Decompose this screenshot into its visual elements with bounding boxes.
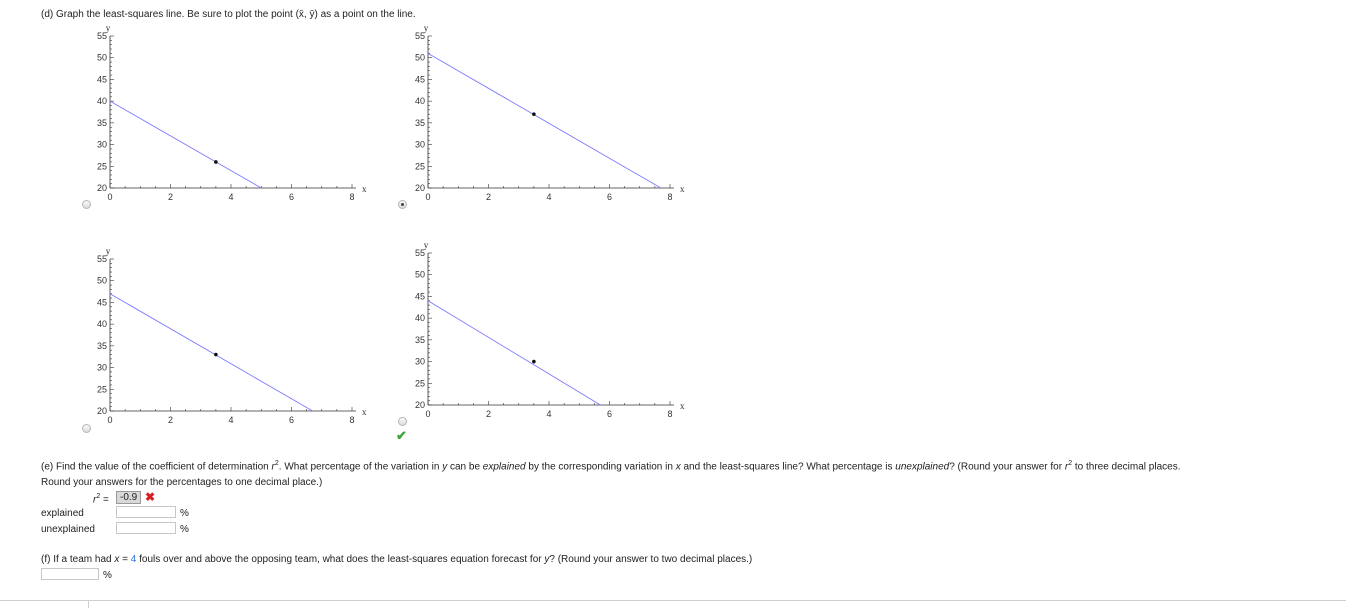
y-tick-label: 25 [96, 161, 107, 172]
y-tick-label: 35 [96, 117, 107, 128]
explained-label: explained [41, 508, 84, 519]
y-tick-label: 45 [96, 297, 107, 308]
part-f-prompt: (f) If a team had x = 4 fouls over and above the opposing team, what does the least-squares equation forecast for y? (Round your answer to two decimal places.) [41, 554, 753, 565]
least-squares-line [110, 101, 261, 188]
y-tick-label: 45 [414, 291, 425, 302]
y-tick-label: 35 [96, 340, 107, 351]
y-tick-label: 55 [414, 31, 425, 41]
x-tick-label: 8 [667, 409, 673, 419]
chart-option-2 [378, 20, 708, 210]
x-axis-label: x [362, 184, 367, 194]
y-tick-label: 55 [414, 248, 425, 258]
y-tick-label: 45 [414, 74, 425, 85]
unexplained-percent: % [180, 524, 189, 535]
y-tick-label: 30 [414, 139, 425, 150]
x-tick-label: 6 [606, 409, 613, 419]
r2-answer-field[interactable]: -0.9 [116, 491, 141, 504]
part-e-prompt-line2: Round your answers for the percentages to one decimal place.) [41, 477, 323, 488]
y-tick-label: 40 [96, 319, 107, 330]
footer-divider [0, 600, 1346, 601]
mean-point [214, 160, 218, 164]
x-axis-label: x [680, 401, 685, 411]
y-tick-label: 25 [96, 384, 107, 395]
least-squares-line [110, 294, 313, 411]
x-tick-label: 4 [546, 192, 552, 202]
y-tick-label: 20 [96, 406, 107, 416]
y-tick-label: 50 [414, 269, 425, 280]
chart-option-3 [60, 243, 390, 433]
chart-option-1 [60, 20, 390, 210]
y-tick-label: 20 [96, 183, 107, 193]
y-tick-label: 40 [414, 96, 425, 107]
x-tick-label: 8 [349, 415, 355, 425]
y-tick-label: 35 [414, 334, 425, 345]
mean-point [532, 112, 536, 116]
x-axis-label: x [680, 184, 685, 194]
y-tick-label: 35 [414, 117, 425, 128]
x-tick-label: 4 [228, 415, 234, 425]
y-tick-label: 30 [414, 356, 425, 367]
x-tick-label: 0 [425, 409, 431, 419]
y-axis-label: y [423, 23, 429, 33]
part-d-prompt: (d) Graph the least-squares line. Be sure to plot the point (x̄, ȳ) as a point on the line. [41, 9, 416, 20]
x-tick-label: 2 [485, 409, 492, 419]
explained-percent: % [180, 508, 189, 519]
y-tick-label: 30 [96, 362, 107, 373]
y-axis-label: y [105, 23, 111, 33]
radio-option-1[interactable] [82, 200, 91, 209]
x-tick-label: 2 [485, 192, 492, 202]
x-tick-label: 0 [425, 192, 431, 202]
x-tick-label: 2 [167, 415, 174, 425]
least-squares-line [428, 53, 661, 188]
x-tick-label: 4 [546, 409, 552, 419]
chart-option-4 [378, 237, 708, 427]
explained-input[interactable] [116, 506, 176, 518]
y-tick-label: 55 [96, 31, 107, 41]
x-tick-label: 6 [288, 415, 295, 425]
correct-check-icon: ✔ [396, 428, 407, 443]
y-tick-label: 40 [414, 313, 425, 324]
y-axis-label: y [423, 240, 429, 250]
x-tick-label: 6 [606, 192, 613, 202]
x-tick-label: 4 [228, 192, 234, 202]
x-tick-label: 0 [107, 192, 113, 202]
y-tick-label: 30 [96, 139, 107, 150]
y-tick-label: 25 [414, 161, 425, 172]
least-squares-line [428, 301, 600, 405]
y-tick-label: 25 [414, 378, 425, 389]
unexplained-label: unexplained [41, 524, 95, 535]
forecast-percent: % [103, 570, 112, 581]
y-tick-label: 50 [96, 275, 107, 286]
x-tick-label: 8 [667, 192, 673, 202]
y-tick-label: 45 [96, 74, 107, 85]
unexplained-input[interactable] [116, 522, 176, 534]
x-tick-label: 8 [349, 192, 355, 202]
x-tick-label: 2 [167, 192, 174, 202]
x-axis-label: x [362, 407, 367, 417]
radio-option-2[interactable] [398, 200, 407, 209]
mean-point [532, 360, 536, 364]
y-tick-label: 20 [414, 183, 425, 193]
x-tick-label: 0 [107, 415, 113, 425]
y-tick-label: 50 [96, 52, 107, 63]
y-tick-label: 55 [96, 254, 107, 264]
mean-point [214, 353, 218, 357]
r2-label: $r^2$ = [93, 493, 109, 506]
y-tick-label: 40 [96, 96, 107, 107]
footer-divider-tick [88, 600, 89, 608]
part-e-prompt-line1: (e) Find the value of the coefficient of determination $r^2$. What percentage of the variation in y can be explained by the corresponding variation in x and the least-squares line? What percentage is unexplained? (Round your answer for $r^2$ to three decimal places. [41, 460, 1181, 473]
radio-option-3[interactable] [82, 424, 91, 433]
y-tick-label: 20 [414, 400, 425, 410]
wrong-x-icon: ✖ [145, 490, 156, 504]
y-tick-label: 50 [414, 52, 425, 63]
radio-option-4[interactable] [398, 417, 407, 426]
x-tick-label: 6 [288, 192, 295, 202]
y-axis-label: y [105, 246, 111, 256]
forecast-input[interactable] [41, 568, 99, 580]
